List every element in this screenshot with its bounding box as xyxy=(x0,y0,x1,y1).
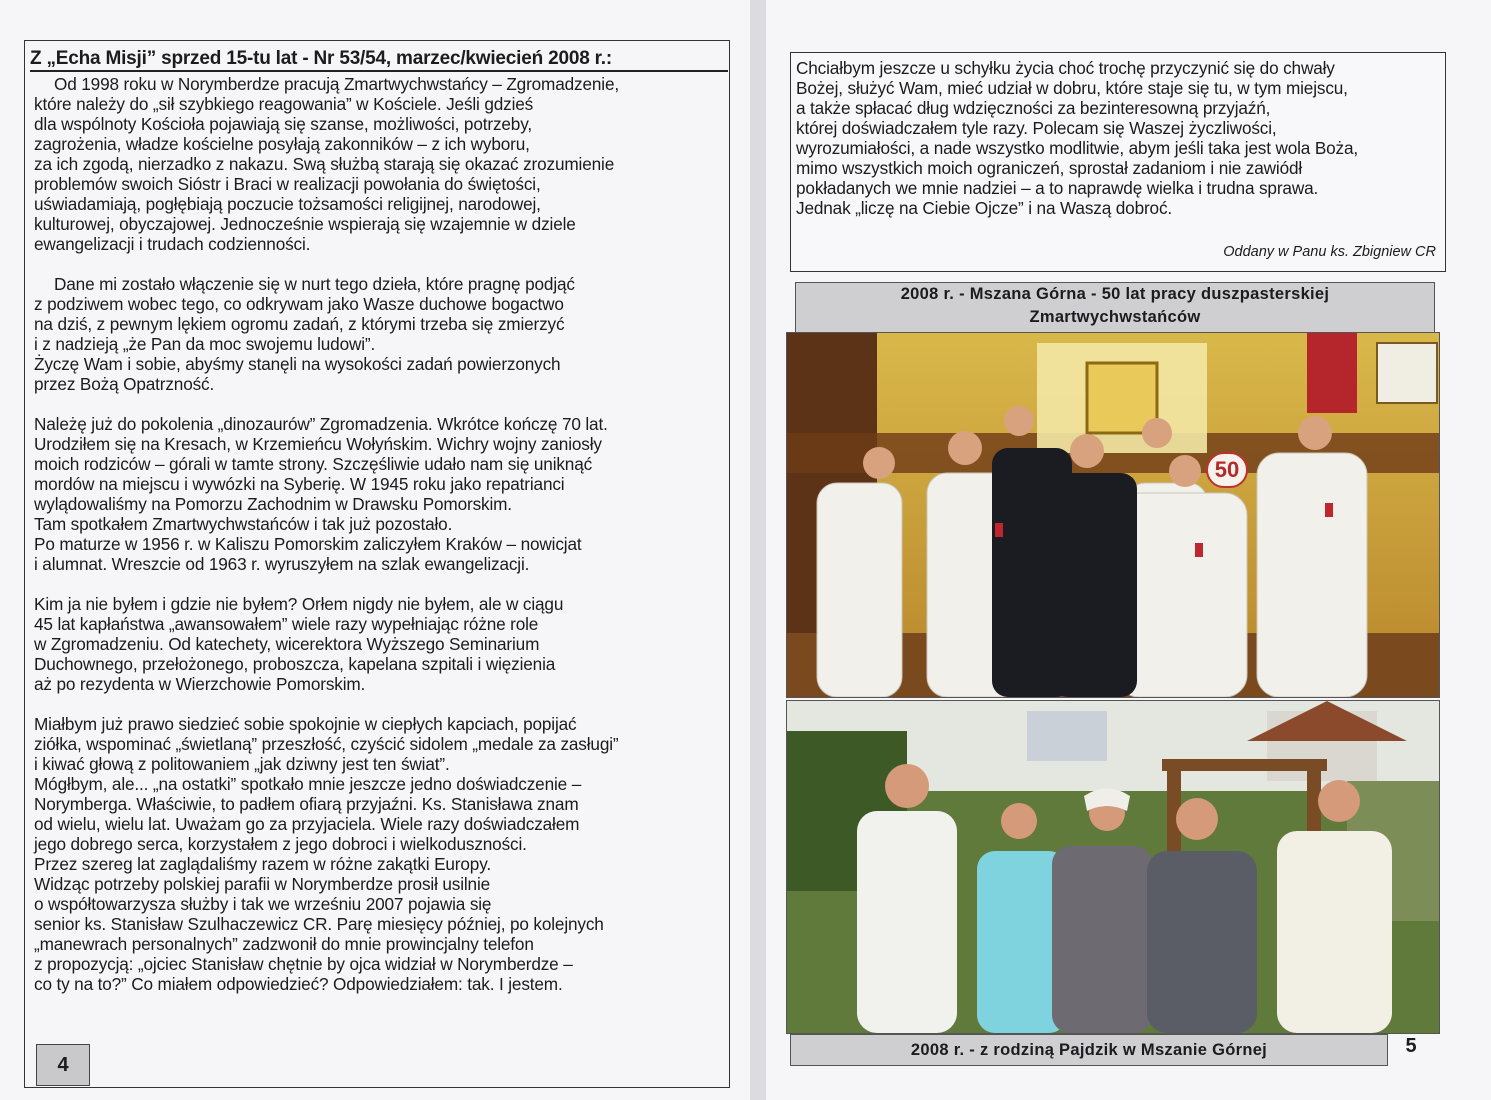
text-line: i alumnat. Wreszcie od 1963 r. wyruszyłem na szlak ewangelizacji. xyxy=(34,554,530,574)
article-paragraph xyxy=(34,414,724,574)
text-line: wyrozumiałości, a nade wszystko modlitwie, abym jeśli taka jest wola Boża, xyxy=(796,138,1359,158)
text-line: Jednak „liczę na Ciebie Ojcze” i na Waszą dobroć. xyxy=(796,198,1173,218)
text-line: za ich zgodą, nierzadko z nakazu. Swą służbą starają się okazać zrozumienie xyxy=(34,154,615,174)
text-line: wylądowaliśmy na Pomorzu Zachodnim w Drawsku Pomorskim. xyxy=(34,494,512,514)
text-line: uświadamiają, pogłębiają poczucie tożsamości religijnej, narodowej, xyxy=(34,194,541,214)
photo-caption-top-line1: 2008 r. - Mszana Górna - 50 lat pracy duszpasterskiej xyxy=(900,285,1330,303)
text-line: przez Bożą Opatrzność. xyxy=(34,374,215,394)
text-line: Tam spotkałem Zmartwychwstańców i tak już pozostało. xyxy=(34,514,453,534)
text-line: dla wspólnoty Kościoła pojawiają się szanse, możliwości, potrzeby, xyxy=(34,114,533,134)
article-paragraph xyxy=(34,714,724,994)
text-line: 45 lat kapłaństwa „awansowałem” wiele razy wypełniając różne role xyxy=(34,614,539,634)
text-line: Dane mi zostało włączenie się w nurt tego dzieła, które pragnę podjąć xyxy=(54,274,575,294)
text-line: „manewrach personalnych” zadzwonił do mnie prowincjalny telefon xyxy=(34,934,534,954)
text-line: i kiwać głową z politowaniem „jak dziwny jest ten świat”. xyxy=(34,754,450,774)
text-line: z propozycją: „ojciec Stanisław chętnie by ojca widział w Norymberdze – xyxy=(34,954,573,974)
text-line: i z nadzieją „że Pan da moc swojemu ludowi”. xyxy=(34,334,376,354)
text-line: Chciałbym jeszcze u schyłku życia choć trochę przyczynić się do chwały xyxy=(796,58,1335,78)
text-line: Norymberga. Właściwie, to padłem ofiarą przyjaźni. Ks. Stanisława znam xyxy=(34,794,579,814)
text-line: na dziś, z pewnym lękiem ogromu zadań, z którymi trzeba się zmierzyć xyxy=(34,314,565,334)
text-line: Widząc potrzeby polskiej parafii w Norymberdze prosił usilnie xyxy=(34,874,491,894)
article-paragraph xyxy=(34,594,724,694)
text-line: co ty na to?” Co miałem odpowiedzieć? Odpowiedziałem: tak. I jestem. xyxy=(34,974,563,994)
text-line: Miałbym już prawo siedzieć sobie spokojnie w ciepłych kapciach, popijać xyxy=(34,714,577,734)
text-line: o współtowarzysza służby i tak we wrześniu 2007 pojawia się xyxy=(34,894,492,914)
heading-underline xyxy=(30,70,728,72)
text-line: mimo wszystkich moich ograniczeń, sprostał zadaniom i nie zawiódł xyxy=(796,158,1303,178)
text-line: z podziwem wobec tego, co odkrywam jako Wasze duchowe bogactwo xyxy=(34,294,564,314)
text-line: ewangelizacji i trudach codzienności. xyxy=(34,234,311,254)
text-line: moich rodziców – górali w tamte strony. Szczęśliwie udało nam się uniknąć xyxy=(34,454,593,474)
photo-family-garden xyxy=(786,700,1440,1034)
text-line: Urodziłem się na Kresach, w Krzemieńcu Wołyńskim. Wichry wojny zaniosły xyxy=(34,434,602,454)
text-line: Życzę Wam i sobie, abyśmy stanęli na wysokości zadań powierzonych xyxy=(34,354,561,374)
text-line: zagrożenia, władze kościelne posyłają zakonników – z ich wyboru, xyxy=(34,134,530,154)
page-gutter xyxy=(750,0,766,1100)
text-line: ziółka, wspominać „świetlaną” przeszłość, czyścić sidolem „medale za zasługi” xyxy=(34,734,619,754)
photo-church-priests xyxy=(786,332,1440,698)
article-paragraph xyxy=(34,74,724,254)
text-line: mordów na miejscu i wywózki na Syberię. W 1945 roku jako repatrianci xyxy=(34,474,565,494)
photo-caption-top-line2: Zmartwychwstańców xyxy=(1029,308,1201,326)
text-line: Należę już do pokolenia „dinozaurów” Zgromadzenia. Wkrótce kończę 70 lat. xyxy=(34,414,608,434)
article-body xyxy=(34,74,724,1014)
text-line: Bożej, służyć Wam, mieć udział w dobru, które staje się tu, w tym miejscu, xyxy=(796,78,1348,98)
text-line: Przez szereg lat zaglądaliśmy razem w różne zakątki Europy. xyxy=(34,854,491,874)
text-line: Po maturze w 1956 r. w Kaliszu Pomorskim zaliczyłem Kraków – nowicjat xyxy=(34,534,582,554)
text-line: jego dobrego serca, korzystałem z jego dobroci i wielkoduszności. xyxy=(34,834,527,854)
text-line: Mógłbym, ale... „na ostatki” spotkało mnie jeszcze jedno doświadczenie – xyxy=(34,774,582,794)
text-line: aż po rezydenta w Wierzchowie Pomorskim. xyxy=(34,674,366,694)
text-line: pokładanych we mnie nadziei – a to naprawdę wielka i trudna sprawa. xyxy=(796,178,1319,198)
text-line: której doświadczałem tyle razy. Polecam się Waszej życzliwości, xyxy=(796,118,1277,138)
text-line: senior ks. Stanisław Szulhaczewicz CR. Parę miesięcy później, po kolejnych xyxy=(34,914,604,934)
text-line: problemów swoich Sióstr i Braci w realizacji powołania do świętości, xyxy=(34,174,541,194)
text-line: a także spłacać dług wdzięczności za bezinteresowną przyjaźń, xyxy=(796,98,1271,118)
text-line: Duchownego, przełożonego, proboszcza, kapelana szpitali i więzienia xyxy=(34,654,556,674)
photo-caption-top xyxy=(795,282,1435,334)
page-number-left: 4 xyxy=(36,1044,90,1086)
photo-caption-bottom: 2008 r. - z rodziną Pajdzik w Mszanie Górnej xyxy=(790,1034,1388,1066)
article-heading: Z „Echa Misji” sprzed 15-tu lat - Nr 53/54, marzec/kwiecień 2008 r.: xyxy=(30,48,612,69)
text-line: Kim ja nie byłem i gdzie nie byłem? Orłem nigdy nie byłem, ale w ciągu xyxy=(34,594,564,614)
anniversary-sign: 50 xyxy=(1214,457,1240,482)
signature: Oddany w Panu ks. Zbigniew CR xyxy=(1223,244,1436,260)
article-paragraph xyxy=(34,274,724,394)
text-line: Od 1998 roku w Norymberdze pracują Zmartwychwstańcy – Zgromadzenie, xyxy=(54,74,620,94)
page-number-right: 5 xyxy=(1405,1035,1417,1057)
text-line: w Zgromadzeniu. Od katechety, wicerektora Wyższego Seminarium xyxy=(34,634,540,654)
text-line: kulturowej, obyczajowej. Jednocześnie wspierają się wzajemnie w dziele xyxy=(34,214,576,234)
text-line: od wielu, wielu lat. Uważam go za przyjaciela. Wiele razy doświadczałem xyxy=(34,814,580,834)
text-line: które należy do „sił szybkiego reagowania” w Kościele. Jeśli gdzieś xyxy=(34,94,534,114)
letter-text xyxy=(796,58,1436,218)
